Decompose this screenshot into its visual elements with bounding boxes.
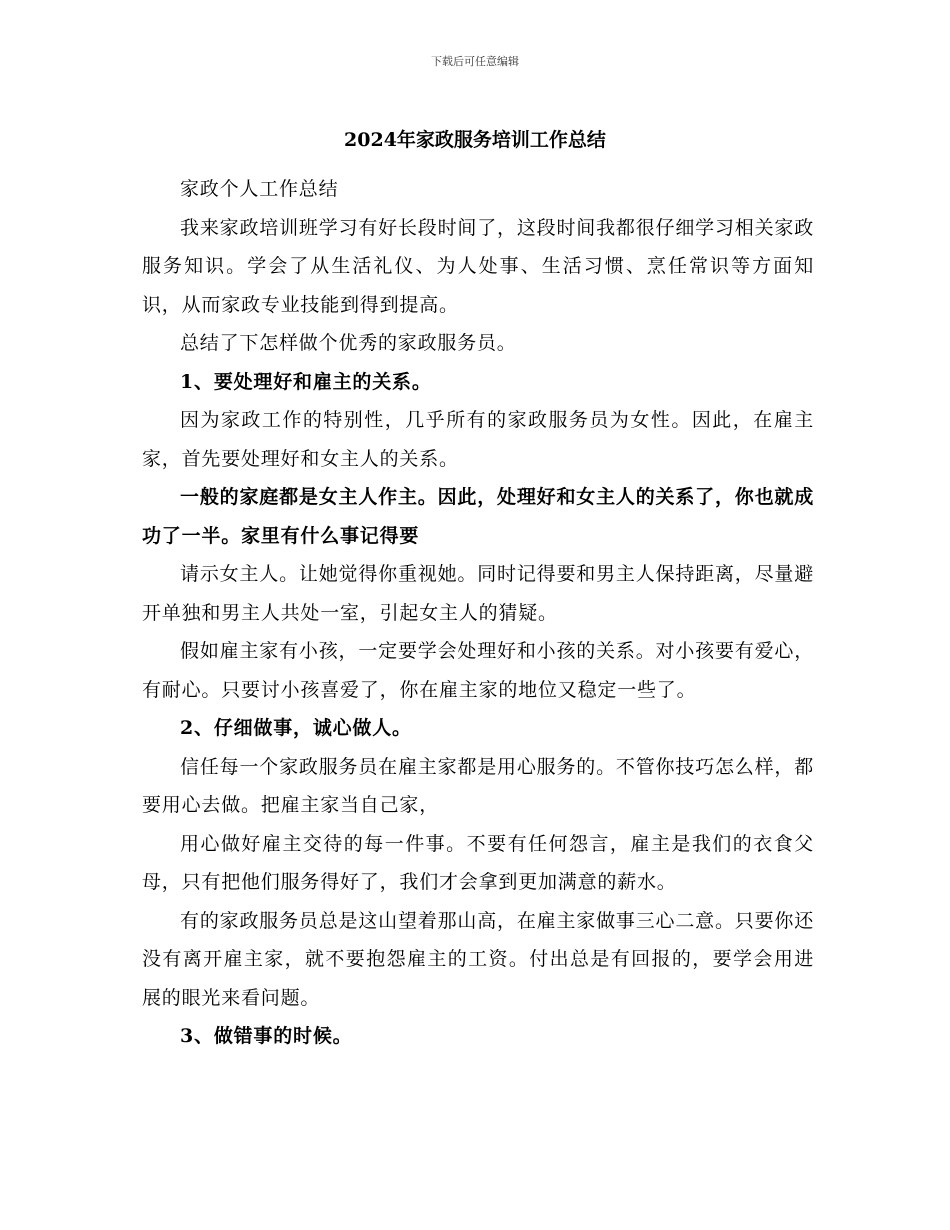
page-header: 下载后可任意编辑	[431, 55, 519, 68]
paragraph: 因为家政工作的特别性，几乎所有的家政服务员为女性。因此，在雇主家，首先要处理好和女主人的关系。	[142, 409, 814, 470]
paragraph: 假如雇主家有小孩，一定要学会处理好和小孩的关系。对小孩要有爱心，有耐心。只要讨小孩喜爱了，你在雇主家的地位又稳定一些了。	[142, 640, 814, 701]
section-heading: 3、做错事的时候。	[180, 1025, 353, 1047]
paragraph: 总结了下怎样做个优秀的家政服务员。	[180, 332, 517, 354]
paragraph: 家政个人工作总结	[180, 178, 339, 200]
paragraph: 用心做好雇主交待的每一件事。不要有任何怨言，雇主是我们的衣食父母，只有把他们服务得好了，我们才会拿到更加满意的薪水。	[142, 832, 814, 893]
document-title: 2024年家政服务培训工作总结	[344, 129, 606, 151]
paragraph: 有的家政服务员总是这山望着那山高，在雇主家做事三心二意。只要你还没有离开雇主家，就不要抱怨雇主的工资。付出总是有回报的，要学会用进展的眼光来看问题。	[142, 909, 814, 1009]
document-body	[142, 170, 814, 1056]
section-heading: 1、要处理好和雇主的关系。	[180, 370, 432, 393]
paragraph: 信任每一个家政服务员在雇主家都是用心服务的。不管你技巧怎么样，都要用心去做。把雇主家当自己家，	[142, 755, 814, 816]
paragraph: 请示女主人。让她觉得你重视她。同时记得要和男主人保持距离，尽量避开单独和男主人共处一室，引起女主人的猜疑。	[142, 563, 814, 624]
paragraph: 一般的家庭都是女主人作主。因此，处理好和女主人的关系了，你也就成功了一半。家里有什么事记得要	[142, 486, 814, 547]
paragraph: 我来家政培训班学习有好长段时间了，这段时间我都很仔细学习相关家政服务知识。学会了从生活礼仪、为人处事、生活习惯、烹任常识等方面知识，从而家政专业技能到得到提高。	[142, 216, 814, 316]
section-heading: 2、仔细做事，诚心做人。	[180, 717, 412, 739]
